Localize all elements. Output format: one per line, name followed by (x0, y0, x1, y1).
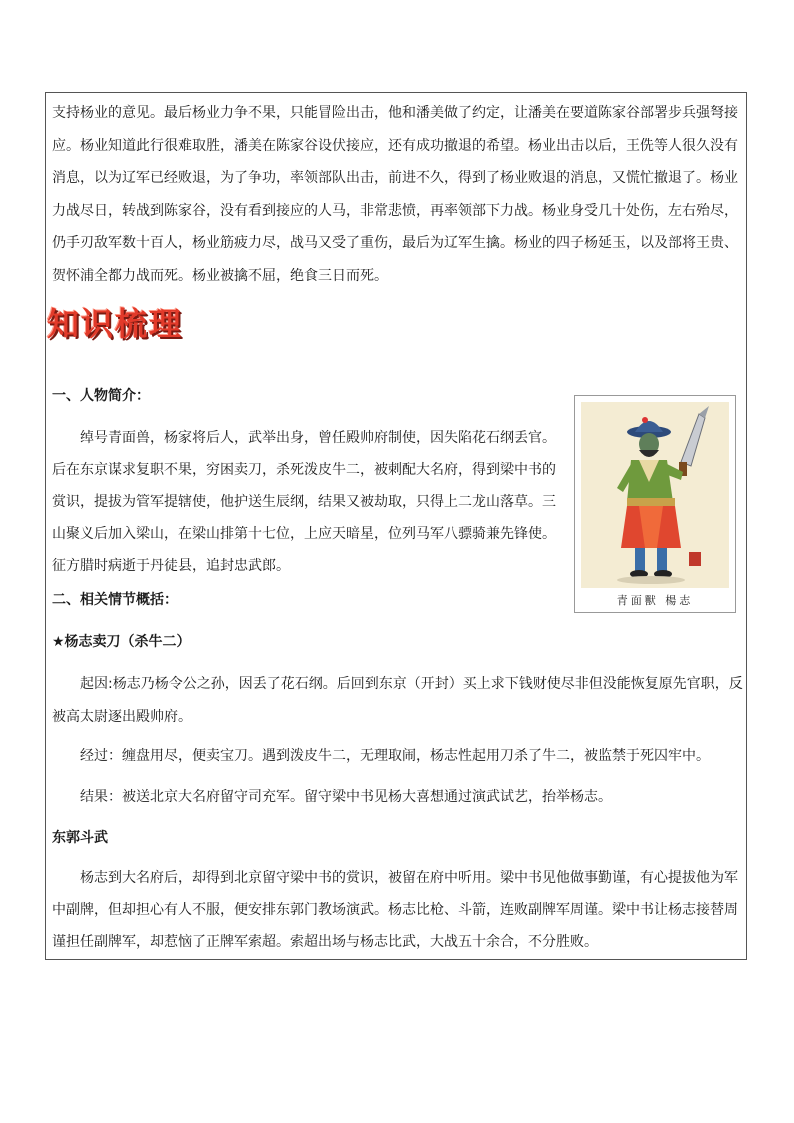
portrait-image (581, 402, 729, 588)
intro-line: 仍手刃敌军数十百人，杨业筋疲力尽，战马又受了重伤，最后为辽军生擒。杨业的四子杨延玉，以及部将王贵、 (52, 235, 738, 252)
bio-line: 赏识，提拔为管军提辖使，他护送生辰纲，结果又被劫取，只得上二龙山落草。三 (52, 494, 556, 510)
process-line: 经过：缠盘用尽，便卖宝刀。遇到泼皮牛二，无理取闹，杨志性起用刀杀了牛二，被监禁于死囚牢中。 (80, 748, 710, 764)
intro-line: 支持杨业的意见。最后杨业力争不果，只能冒险出击，他和潘美做了约定，让潘美在要道陈家谷部署步兵强弩接 (52, 105, 738, 121)
bio-line: 后在东京谋求复职不果，穷困卖刀，杀死泼皮牛二，被刺配大名府，得到梁中书的 (52, 462, 556, 478)
intro-paragraph (52, 97, 742, 293)
bio-line: 绰号青面兽，杨家将后人，武举出身，曾任殿帅府制使，因失陷花石纲丢官。 (80, 430, 556, 446)
sub1-title: ★杨志卖刀（杀牛二） (52, 634, 191, 650)
portrait-caption: 青面獸 楊志 (616, 594, 694, 607)
bio-line: 征方腊时病逝于丹徒县，追封忠武郎。 (52, 558, 290, 574)
cause-line: 被高太尉逐出殿帅府。 (52, 709, 192, 725)
yang-zhi-illustration (581, 402, 729, 588)
section2-heading: 二、相关情节概括： (52, 592, 178, 608)
duel-line: 杨志到大名府后，却得到北京留守梁中书的赏识，被留在府中听用。梁中书见他做事勤谨，有心提拔他为军 (80, 870, 738, 886)
portrait-figure (574, 395, 736, 613)
intro-line: 贺怀浦全都力战而死。杨业被擒不屈，绝食三日而死。 (52, 267, 388, 284)
intro-line: 力战尽日，转战到陈家谷，没有看到接应的人马，非常悲愤，再率领部下力战。杨业身受几十处伤，左右殆尽， (52, 202, 738, 219)
red-seal-icon (689, 552, 701, 566)
intro-line: 消息，以为辽军已经败退，为了争功，率领部队出击，前进不久，得到了杨业败退的消息，又慌忙撤退了。杨业 (52, 170, 738, 187)
section-banner-title: 知识梳理 (47, 305, 184, 343)
result-line: 结果：被送北京大名府留守司充军。留守梁中书见杨大喜想通过演武试艺，抬举杨志。 (80, 789, 612, 805)
cause-line: 起因:杨志乃杨令公之孙，因丢了花石纲。后回到东京（开封）买上求下钱财使尽非但没能恢复原先官职，反 (80, 676, 743, 692)
sub2-title: 东郭斗武 (52, 830, 108, 846)
duel-line: 谨担任副牌军，却惹恼了正牌军索超。索超出场与杨志比武，大战五十余合，不分胜败。 (52, 934, 598, 950)
bio-line: 山聚义后加入梁山，在梁山排第十七位，上应天暗星，位列马军八骠骑兼先锋使。 (52, 526, 556, 542)
intro-line: 应。杨业知道此行很难取胜，潘美在陈家谷设伏接应，还有成功撤退的希望。杨业出击以后，王侁等人很久没有 (52, 137, 738, 154)
duel-line: 中副牌，但却担心有人不服，便安排东郭门教场演武。杨志比枪、斗箭，连败副牌军周谨。梁中书让杨志接替周 (52, 902, 738, 918)
section1-heading: 一、人物简介： (52, 388, 150, 404)
